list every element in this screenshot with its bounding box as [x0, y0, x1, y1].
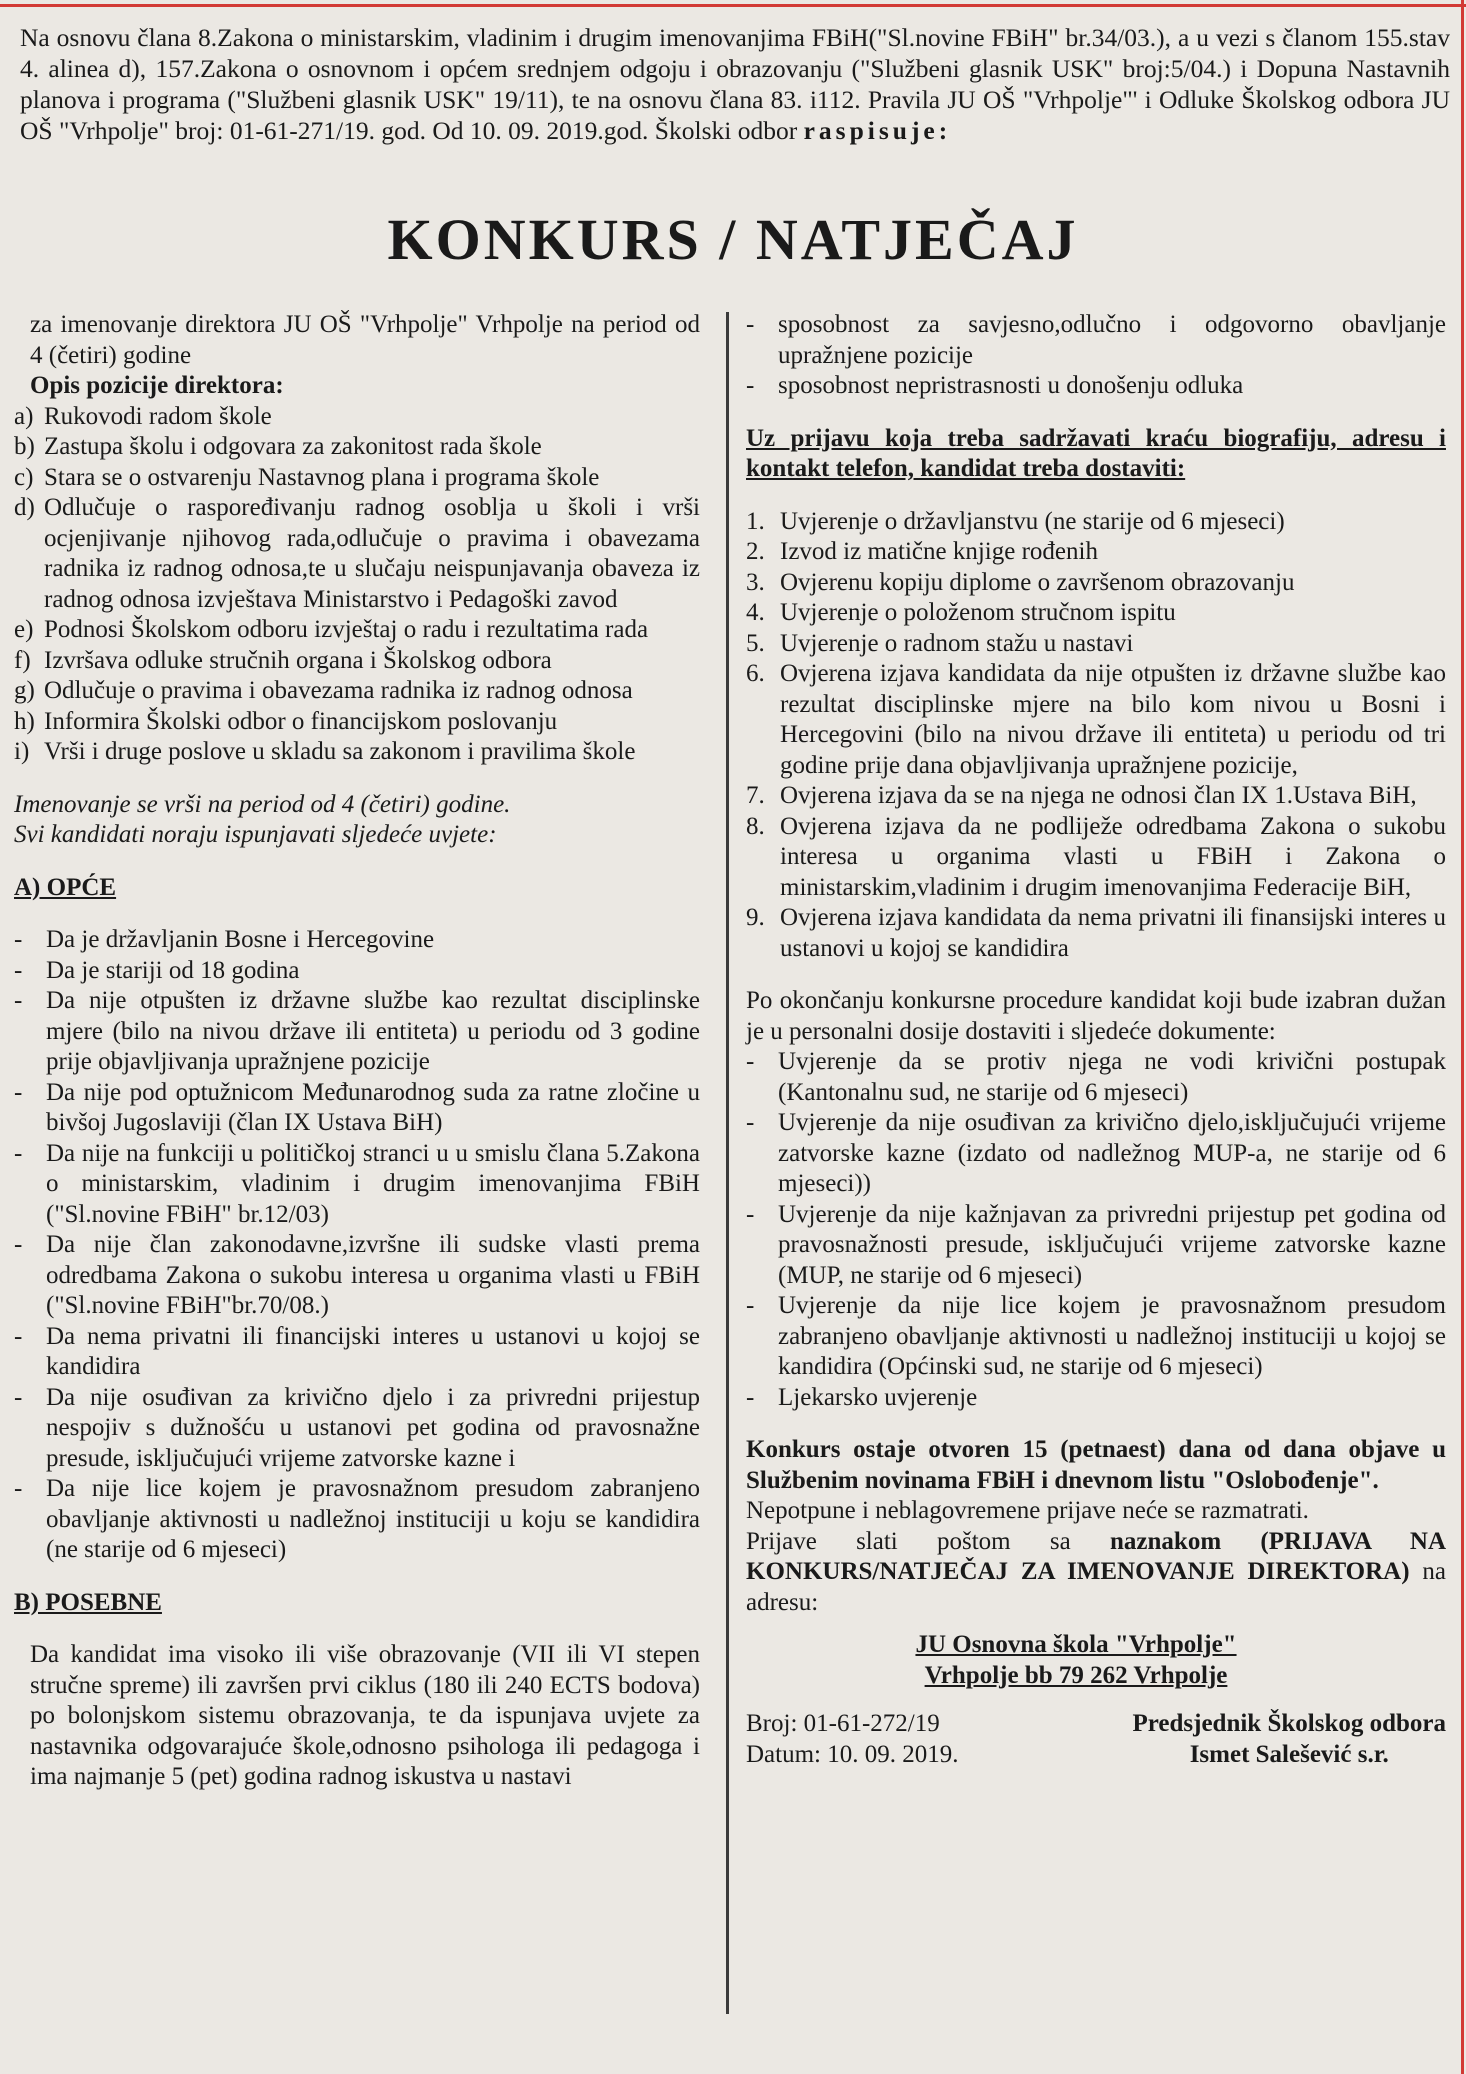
list-item: 4. Uvjerenje o položenom stručnom ispitu — [746, 599, 1176, 626]
date: Datum: 10. 09. 2019. — [746, 1740, 959, 1768]
list-item: 6. Ovjerena izjava kandidata da nije otpušten iz državne službe kao rezultat disciplinske mjere na bilo kom nivou u Bosni i Hercegovini (bilo na nivou države ili entiteta) u periodu od tri godine prije dana objavljivanja upražnjene pozicije, — [746, 660, 1446, 779]
address-line-1: JU Osnovna škola "Vrhpolje" — [915, 1631, 1237, 1658]
duties-list — [14, 402, 700, 768]
list-item: - Uvjerenje da nije kažnjavan za privredni prijestup pet godina od pravosnažnosti presude, isključujući vrijeme zatvorske kazne (MUP, ne starije od 6 mjeseci) — [746, 1200, 1446, 1289]
list-item: a) Rukovodi radom škole — [14, 402, 272, 430]
left-column — [14, 310, 700, 1793]
general-conditions-list — [14, 925, 700, 1566]
list-item: - Da nije član zakonodavne,izvršne ili sudske vlasti prema odredbama Zakona o sukobu interesa u organima vlasti u FBiH ("Sl.novine FBiH"br.70/08.) — [14, 1231, 700, 1319]
list-item: c) Stara se o ostvarenju Nastavnog plana i programa škole — [14, 463, 600, 491]
list-item: b) Zastupa školu i odgovara za zakonitost rada škole — [14, 433, 542, 460]
list-item: e) Podnosi Školskom odboru izvještaj o radu i rezultatima rada — [14, 616, 649, 643]
special-conditions: Da kandidat ima visoko ili više obrazovanje (VII ili VI stepen stručne spreme) ili završen prvi ciklus (180 ili 240 ECTS bodova) po bolonjskom sistemu obrazovanja, te da ispunjava uvjete za nastavnika odgovarajuće škole,odnosno psihologa ili pedagoga i ima najmanje 5 (pet) godina radnog iskustva u nastavi — [30, 1641, 700, 1790]
general-heading: A) OPĆE — [14, 873, 117, 901]
red-border-right — [1461, 0, 1464, 2074]
after-selection-intro: Po okončanju konkursne procedure kandidat koji bude izabran dužan je u personalni dosije dostaviti i sljedeće dokumente: — [746, 987, 1446, 1045]
list-item: - Da je državljanin Bosne i Hercegovine — [14, 926, 435, 953]
required-docs-list — [746, 507, 1446, 965]
list-item: - sposobnost nepristrasnosti u donošenju odluka — [746, 372, 1244, 399]
president-title: Predsjednik Školskog odbora — [1132, 1710, 1446, 1737]
incomplete-note: Nepotpune i neblagovremene prijave neće se razmatrati. — [746, 1497, 1309, 1524]
list-item: - Da nije lice kojem je pravosnažnom presudom zabranjeno obavljanje aktivnosti u nadležnoj instituciji u koju se kandidira (ne starije od 6 mjeseci) — [14, 1475, 700, 1563]
column-divider — [726, 312, 729, 2014]
red-border-top — [0, 4, 1466, 7]
list-item: - Da nije na funkciji u političkoj stranci u u smislu člana 5.Zakona o ministarskim, vladinim i drugim imenovanjima FBiH ("Sl.novine FBiH" br.12/03) — [14, 1139, 700, 1228]
list-item: 3. Ovjerenu kopiju diplome o završenom obrazovanju — [746, 568, 1295, 596]
page-title: KONKURS / NATJEČAJ — [387, 207, 1079, 272]
address-line-2: Vrhpolje bb 79 262 Vrhpolje — [924, 1661, 1228, 1689]
list-item: - Uvjerenje da se protiv njega ne vodi krivični postupak (Kantonalnu sud, ne starije od 6 mjeseci) — [746, 1048, 1446, 1106]
conditions-note: Svi kandidati noraju ispunjavati sljedeće uvjete: — [14, 821, 497, 848]
right-column — [746, 310, 1446, 1770]
list-item: 9. Ovjerena izjava kandidata da nema privatni ili finansijski interes u ustanovi u kojoj se kandidira — [746, 904, 1446, 962]
president-name: Ismet Salešević s.r. — [1189, 1740, 1389, 1768]
list-item: - Uvjerenje da nije lice kojem je pravosnažnom presudom zabranjeno obavljanje aktivnosti u nadležnoj instituciji u kojoj se kandidira (Općinski sud, ne starije od 6 mjeseci) — [746, 1292, 1446, 1380]
intro-end: raspisuje: — [803, 116, 952, 145]
signature-block — [746, 1709, 1446, 1770]
list-item: d) Odlučuje o raspoređivanju radnog osoblja u školi i vrši ocjenjivanje njihovog rada,odlučuje o pravima i obavezama radnika iz radnog odnosa,te u slučaju neispunjavanja obaveza iz radnog odnosa izvještava Ministarstvo i Pedagoški zavod — [14, 494, 700, 613]
intro-paragraph — [20, 22, 1450, 146]
list-item: 5. Uvjerenje o radnom stažu u nastavi — [746, 629, 1134, 657]
list-item: 7. Ovjerena izjava da se na njega ne odnosi član IX 1.Ustava BiH, — [746, 782, 1417, 809]
reference-number: Broj: 01-61-272/19 — [746, 1710, 940, 1737]
list-item: 1. Uvjerenje o državljanstvu (ne starije od 6 mjeseci) — [746, 507, 1285, 535]
list-item: - sposobnost za savjesno,odlučno i odgovorno obavljanje upražnjene pozicije — [746, 311, 1446, 369]
list-item: f) Izvršava odluke stručnih organa i Školskog odbora — [14, 646, 552, 674]
period-note: Imenovanje se vrši na period od 4 (četiri) godine. — [14, 790, 511, 818]
list-item: - Da nije osuđivan za krivično djelo i za privredni prijestup nespojiv s dužnošću u ustanovi pet godina od pravosnažne presude, isključujući vrijeme zatvorske kazne i — [14, 1383, 700, 1472]
send-instructions: Prijave slati poštom sa naznakom (PRIJAVA NA KONKURS/NATJEČAJ ZA IMENOVANJE DIREKTORA) na adresu: — [746, 1527, 1447, 1616]
list-item: 2. Izvod iz matične knjige rođenih — [746, 538, 1098, 565]
list-item: - Ljekarsko uvjerenje — [746, 1383, 978, 1411]
lead-text: za imenovanje direktora JU OŠ "Vrhpolje" Vrhpolje na period od 4 (četiri) godine — [30, 311, 700, 369]
open-notice: Konkurs ostaje otvoren 15 (petnaest) dana od dana objave u Službenim novinama FBiH i dnevnom listu "Oslobođenje". — [746, 1436, 1446, 1494]
list-item: g) Odlučuje o pravima i obavezama radnika iz radnog odnosa — [14, 677, 633, 704]
list-item: h) Informira Školski odbor o financijskom poslovanju — [14, 707, 558, 735]
after-selection-docs — [746, 1047, 1446, 1413]
list-item: - Da je stariji od 18 godina — [14, 956, 300, 984]
list-item: - Da nije pod optužnicom Međunarodnog suda za ratne zločine u bivšoj Jugoslaviji (član IX Ustava BiH) — [14, 1078, 700, 1136]
list-item: - Da nije otpušten iz državne službe kao rezultat disciplinske mjere (bilo na nivou države ili entiteta) u periodu od 3 godine prije objavljivanja upražnjene pozicije — [14, 987, 700, 1075]
docs-heading: Uz prijavu koja treba sadržavati kraću biografiju, adresu i kontakt telefon, kandidat treba dostaviti: — [746, 424, 1446, 482]
list-item: - Uvjerenje da nije osuđivan za krivično djelo,isključujući vrijeme zatvorske kazne (izdato od nadležnog MUP-a, ne starije od 6 mjeseci)) — [746, 1109, 1446, 1197]
list-item: - Da nema privatni ili financijski interes u ustanovi u kojoj se kandidira — [14, 1322, 700, 1380]
list-item: 8. Ovjerena izjava da ne podliježe odredbama Zakona o sukobu interesa u organima vlasti u FBiH i Zakona o ministarskim,vladinim i drugim imenovanjima Federacije BiH, — [746, 812, 1446, 901]
abilities-list — [746, 310, 1446, 402]
special-heading: B) POSEBNE — [14, 1588, 162, 1616]
desc-heading: Opis pozicije direktora: — [30, 372, 284, 399]
list-item: i) Vrši i druge poslove u skladu sa zakonom i pravilima škole — [14, 738, 636, 765]
intro-text: Na osnovu člana 8.Zakona o ministarskim, vladinim i drugim imenovanjima FBiH("Sl.novine FBiH" br.34/03.), a u vezi s članom 155.stav 4. alinea d), 157.Zakona o osnovnom i općem srednjem odgoju i obrazovanju ("Službeni glasnik USK" broj:5/04.) i Dopuna Nastavnih planova i programa ("Službeni glasnik USK" 19/11), te na osnovu člana 83. i112. Pravila JU OŠ "Vrhpolje"' i Odluke Školskog odbora JU OŠ "Vrhpolje" broj: 01-61-271/19. god. Od 10. 09. 2019.god. Školski odbor — [20, 23, 1450, 145]
